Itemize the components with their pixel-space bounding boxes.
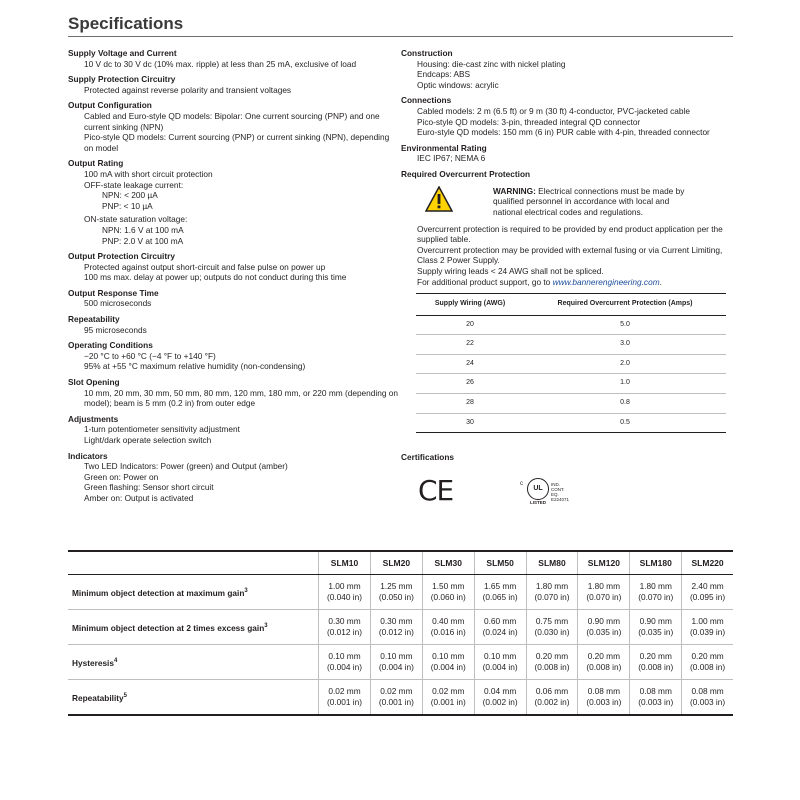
- spec-line: OFF-state leakage current:: [84, 179, 184, 190]
- spec-heading: Adjustments: [68, 413, 119, 424]
- table-cell: 1.00 mm (0.040 in): [319, 575, 371, 610]
- table-header: Required Overcurrent Protection (Amps): [524, 294, 726, 316]
- spec-line: Light/dark operate selection switch: [84, 435, 212, 445]
- spec-heading: Indicators: [68, 450, 108, 461]
- spec-line: 100 ms max. delay at power up; outputs do not conduct during this time: [84, 272, 347, 283]
- spec-heading: Operating Conditions: [68, 340, 153, 351]
- spec-line: Two LED Indicators: Power (green) and Output (amber): [84, 461, 288, 472]
- table-cell: 28: [416, 394, 524, 414]
- certifications-title: Certifications: [401, 452, 455, 462]
- spec-line: 500 microseconds: [84, 298, 152, 309]
- table-cell: 2.40 mm (0.095 in): [682, 575, 733, 610]
- table-cell: 0.20 mm (0.008 in): [578, 645, 630, 680]
- warning-box: [401, 184, 733, 224]
- spec-heading: Connections: [401, 95, 452, 106]
- spec-line: 10 mm, 20 mm, 30 mm, 50 mm, 80 mm, 120 mm, 180 mm, or 220 mm (depending on model); beam is 5 mm (0.2 in) from outer edge: [84, 387, 399, 409]
- spec-column-left: [68, 48, 398, 504]
- spec-heading: Output Configuration: [68, 100, 152, 111]
- spec-subline: PNP: < 10 µA: [102, 200, 153, 211]
- table-cell: 0.08 mm (0.003 in): [682, 680, 733, 716]
- table-row: [68, 575, 733, 610]
- warning-text: WARNING: Electrical connections must be made by qualified personnel in accordance with local and national electrical codes and regulations.: [493, 185, 685, 217]
- spec-line: Green flashing: Sensor short circuit: [84, 482, 214, 493]
- spec-line: Protected against output short-circuit and false pulse on power up: [84, 261, 326, 272]
- support-link[interactable]: www.bannerengineering.com: [552, 276, 660, 287]
- spec-line: IEC IP67; NEMA 6: [417, 153, 486, 164]
- spec-heading: Supply Voltage and Current: [68, 48, 177, 58]
- table-row: [416, 413, 726, 433]
- spec-line: Housing: die-cast zinc with nickel plating: [417, 58, 566, 69]
- table-cell: 0.02 mm (0.001 in): [319, 680, 371, 716]
- table-cell: 0.30 mm (0.012 in): [370, 610, 422, 645]
- table-cell: 0.60 mm (0.024 in): [474, 610, 526, 645]
- table-cell: 1.80 mm (0.070 in): [578, 575, 630, 610]
- overcurrent-table: [416, 293, 726, 433]
- table-header: SLM80: [526, 551, 578, 575]
- spec-heading: Environmental Rating: [401, 142, 487, 153]
- table-cell: 30: [416, 413, 524, 433]
- row-label: Minimum object detection at 2 times excess gain$^3$: [68, 610, 319, 645]
- table-cell: 0.02 mm (0.001 in): [422, 680, 474, 716]
- table-row: [68, 610, 733, 645]
- table-row: [68, 680, 733, 716]
- table-cell: 0.90 mm (0.035 in): [578, 610, 630, 645]
- spec-line: Amber on: Output is activated: [84, 492, 194, 503]
- overcurrent-note: Overcurrent protection may be provided with external fusing or via Current Limiting, Class 2 Power Supply.: [417, 244, 723, 266]
- overcurrent-note: Overcurrent protection is required to be provided by end product application per the supplied table.: [417, 223, 723, 245]
- table-header: SLM30: [422, 551, 474, 575]
- warning-triangle-icon: [425, 186, 453, 212]
- spec-line: Cabled models: 2 m (6.5 ft) or 9 m (30 ft) 4-conductor, PVC-jacketed cable: [417, 105, 690, 116]
- row-label: Repeatability$^5$: [68, 680, 319, 716]
- spec-heading: Slot Opening: [68, 377, 120, 388]
- spec-subline: NPN: < 200 µA: [102, 190, 158, 201]
- ce-mark-logo: CE: [418, 474, 454, 507]
- table-cell: 0.20 mm (0.008 in): [526, 645, 578, 680]
- spec-heading: Repeatability: [68, 314, 120, 325]
- table-row: [416, 374, 726, 394]
- table-cell: 1.65 mm (0.065 in): [474, 575, 526, 610]
- spec-line: 95% at +55 °C maximum relative humidity (non-condensing): [84, 361, 306, 372]
- table-cell: 1.50 mm (0.060 in): [422, 575, 474, 610]
- table-header: SLM10: [319, 551, 371, 575]
- table-header: SLM20: [370, 551, 422, 575]
- table-cell: 0.40 mm (0.016 in): [422, 610, 474, 645]
- spec-line: Pico-style QD models: 3-pin, threaded integral QD connector: [417, 116, 641, 127]
- table-cell: 3.0: [524, 335, 726, 355]
- spec-line: −20 °C to +60 °C (−4 °F to +140 °F): [84, 350, 216, 361]
- table-row: [416, 394, 726, 414]
- table-cell: 0.04 mm (0.002 in): [474, 680, 526, 716]
- table-cell: 20: [416, 315, 524, 335]
- spec-heading: Required Overcurrent Protection: [401, 168, 531, 179]
- table-cell: 0.75 mm (0.030 in): [526, 610, 578, 645]
- spec-heading: Supply Protection Circuitry: [68, 74, 176, 85]
- table-cell: 1.00 mm (0.039 in): [682, 610, 733, 645]
- table-cell: 1.80 mm (0.070 in): [630, 575, 682, 610]
- overcurrent-note: Supply wiring leads < 24 AWG shall not be spliced.: [417, 265, 604, 276]
- spec-column-right: [401, 48, 733, 433]
- spec-line: Green on: Power on: [84, 471, 159, 482]
- spec-line: Euro-style QD models: 150 mm (6 in) PUR cable with 4-pin, threaded connector: [417, 127, 710, 138]
- table-header: Supply Wiring (AWG): [416, 294, 524, 316]
- table-cell: 0.06 mm (0.002 in): [526, 680, 578, 716]
- row-label: Minimum object detection at maximum gain$^3$: [68, 575, 319, 610]
- row-label: Hysteresis$^4$: [68, 645, 319, 680]
- spec-heading: Output Protection Circuitry: [68, 251, 175, 262]
- table-cell: 1.0: [524, 374, 726, 394]
- spec-line: 100 mA with short circuit protection: [84, 168, 213, 179]
- table-cell: 24: [416, 354, 524, 374]
- table-row: [416, 335, 726, 355]
- spec-line: 95 microseconds: [84, 324, 147, 335]
- table-cell: 0.5: [524, 413, 726, 433]
- table-cell: 22: [416, 335, 524, 355]
- spec-heading: Output Rating: [68, 158, 124, 169]
- model-spec-table: [68, 550, 733, 716]
- table-cell: 2.0: [524, 354, 726, 374]
- table-cell: 0.30 mm (0.012 in): [319, 610, 371, 645]
- table-row: [416, 315, 726, 335]
- table-cell: 0.10 mm (0.004 in): [319, 645, 371, 680]
- spec-line: ON-state saturation voltage:: [84, 214, 188, 225]
- table-header: SLM120: [578, 551, 630, 575]
- spec-line: Pico-style QD models: Current sourcing (PNP) or current sinking (NPN), depending on model: [84, 132, 390, 153]
- table-header: SLM180: [630, 551, 682, 575]
- table-row: [416, 354, 726, 374]
- spec-line: 10 V dc to 30 V dc (10% max. ripple) at less than 25 mA, exclusive of load: [84, 58, 357, 69]
- table-cell: 1.25 mm (0.050 in): [370, 575, 422, 610]
- table-cell: 0.02 mm (0.001 in): [370, 680, 422, 716]
- spec-subline: PNP: 2.0 V at 100 mA: [102, 235, 184, 246]
- table-cell: 0.20 mm (0.008 in): [682, 645, 733, 680]
- spec-line: Cabled and Euro-style QD models: Bipolar: One current sourcing (PNP) and one current sinking (NPN): [84, 110, 380, 132]
- spec-heading: Output Response Time: [68, 287, 159, 298]
- overcurrent-notes: [401, 224, 733, 277]
- title-divider: [68, 36, 733, 37]
- spec-line: Protected against reverse polarity and transient voltages: [84, 84, 292, 95]
- table-cell: 0.10 mm (0.004 in): [370, 645, 422, 680]
- spec-subline: NPN: 1.6 V at 100 mA: [102, 224, 184, 235]
- table-cell: 0.08 mm (0.003 in): [578, 680, 630, 716]
- ul-listed-logo: c UL IND. CONT. EQ. E224071 LISTED: [527, 478, 549, 500]
- table-cell: 1.80 mm (0.070 in): [526, 575, 578, 610]
- spec-line: 1-turn potentiometer sensitivity adjustment: [84, 424, 240, 435]
- table-header: SLM50: [474, 551, 526, 575]
- table-cell: 26: [416, 374, 524, 394]
- table-cell: 5.0: [524, 315, 726, 335]
- table-cell: 0.8: [524, 394, 726, 414]
- support-note: For additional product support, go to www.bannerengineering.com.: [417, 276, 662, 287]
- table-cell: 0.90 mm (0.035 in): [630, 610, 682, 645]
- table-cell: 0.20 mm (0.008 in): [630, 645, 682, 680]
- page-title: Specifications: [68, 14, 184, 33]
- table-header: SLM220: [682, 551, 733, 575]
- table-cell: 0.08 mm (0.003 in): [630, 680, 682, 716]
- spec-heading: Construction: [401, 48, 453, 58]
- spec-line: Optic windows: acrylic: [417, 79, 499, 90]
- table-cell: 0.10 mm (0.004 in): [474, 645, 526, 680]
- table-header: [68, 551, 319, 575]
- spec-line: Endcaps: ABS: [417, 69, 471, 80]
- table-cell: 0.10 mm (0.004 in): [422, 645, 474, 680]
- table-row: [68, 645, 733, 680]
